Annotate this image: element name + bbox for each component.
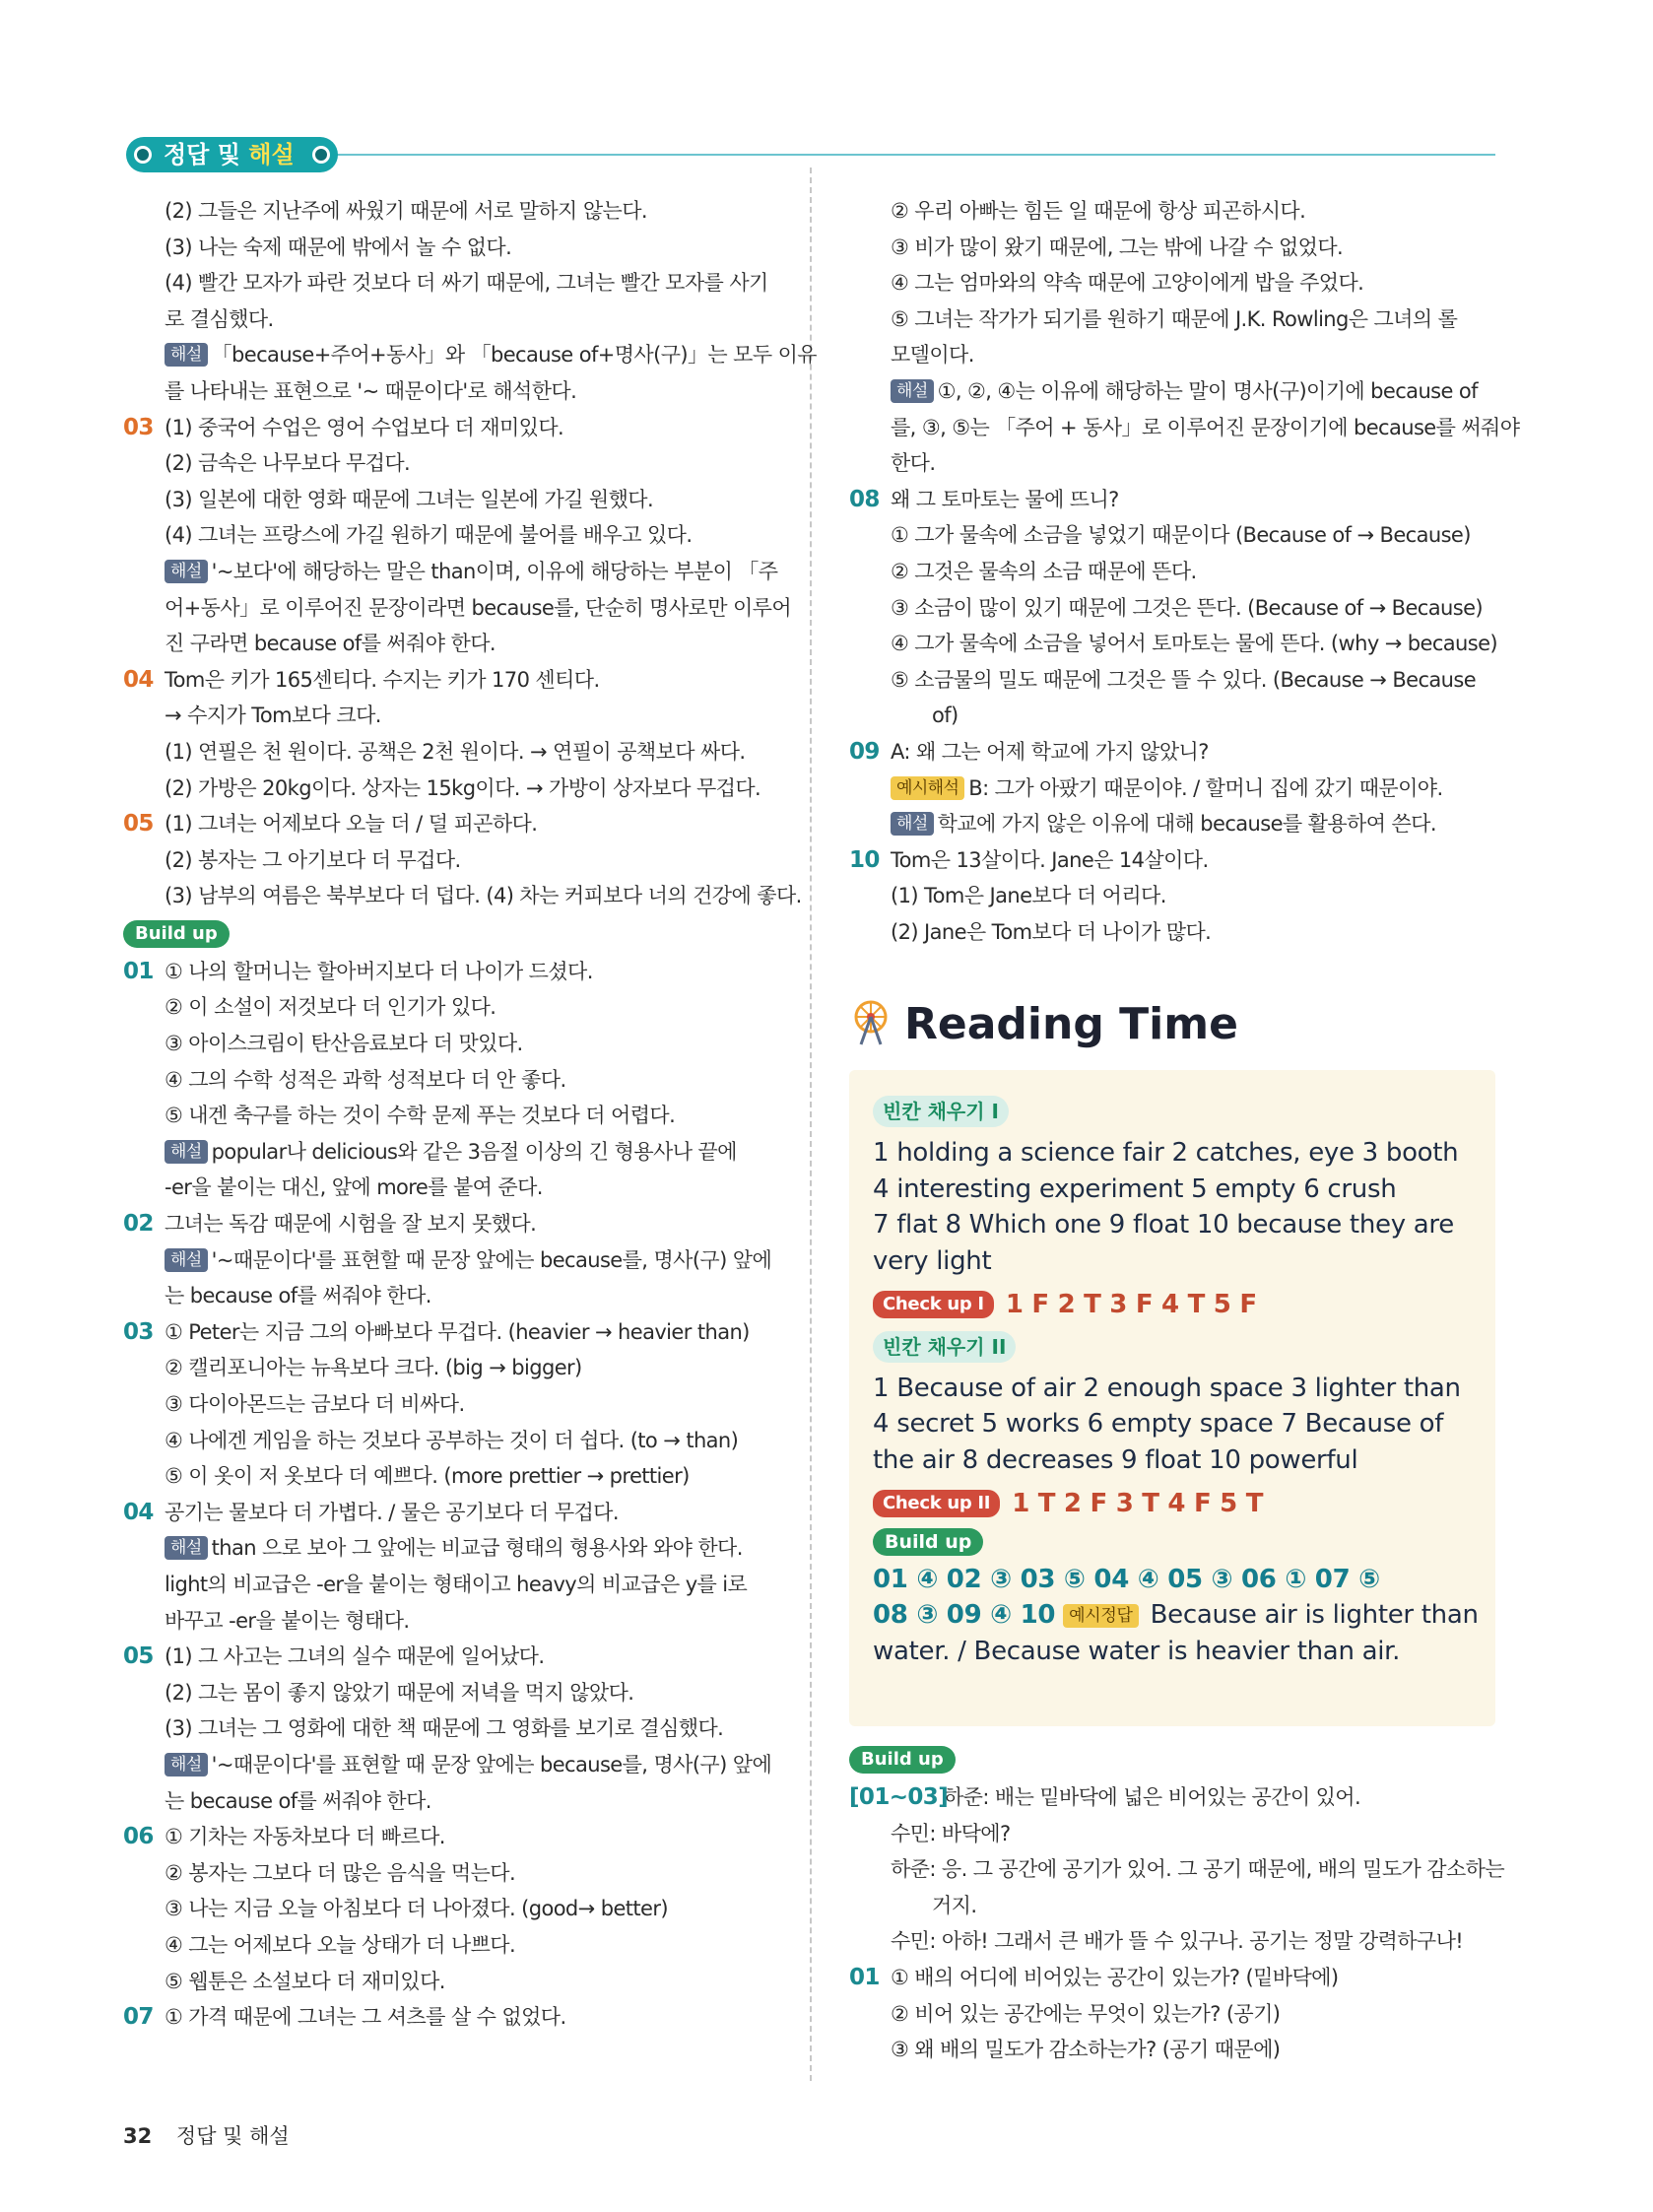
answer-text: ④ 나에겐 게임을 하는 것보다 공부하는 것이 더 쉽다. (to → than) bbox=[165, 1428, 739, 1452]
build-up-row-3: water. / Because water is heavier than air. bbox=[873, 1636, 1401, 1666]
answer-text: 진 구라면 because of를 써줘야 한다. bbox=[165, 632, 496, 656]
answer-text: popular나 delicious와 같은 3음절 이상의 긴 형용사나 끝에 bbox=[211, 1139, 737, 1164]
answer-text: (3) 그녀는 그 영화에 대한 책 때문에 그 영화를 보기로 결심했다. bbox=[165, 1716, 724, 1741]
answer-line bbox=[123, 1314, 773, 1351]
answer-row: 4 interesting experiment 5 empty 6 crush bbox=[873, 1173, 1397, 1204]
reading-time-title: Reading Time bbox=[904, 999, 1238, 1049]
build-up-label: Build up bbox=[873, 1528, 983, 1556]
answer-line bbox=[123, 1891, 773, 1927]
answer-text: 한다. bbox=[891, 451, 936, 476]
answer-line bbox=[123, 1747, 773, 1783]
ferris-wheel-icon bbox=[849, 997, 893, 1048]
answer-line bbox=[123, 1206, 773, 1242]
right-column bbox=[849, 193, 1520, 950]
answer-line bbox=[123, 1964, 773, 2000]
answer-text: 그녀는 독감 때문에 시험을 잘 보지 못했다. bbox=[165, 1212, 537, 1237]
question-number: 02 bbox=[123, 1211, 154, 1238]
answer-text: ① 그가 물속에 소금을 넣었기 때문이다 (Because of → Because) bbox=[891, 523, 1471, 548]
explanation-tag: 해설 bbox=[165, 343, 208, 367]
answer-text: ③ 아이스크림이 탄산음료보다 더 맛있다. bbox=[165, 1032, 523, 1056]
answer-line bbox=[849, 590, 1499, 627]
answer-line bbox=[123, 1567, 773, 1603]
answer-line bbox=[849, 230, 1499, 266]
answer-text: 를, ③, ⑤는 「주어 + 동사」로 이루어진 문장이기에 because를 써줘야 bbox=[891, 415, 1520, 439]
answer-text: '~때문이다'를 표현할 때 문장 앞에는 because를, 명사(구) 앞에 bbox=[211, 1752, 772, 1776]
answer-text: than 으로 보아 그 앞에는 비교급 형태의 형용사와 와야 한다. bbox=[211, 1536, 743, 1561]
answer-text: (2) 봉자는 그 아기보다 더 무겁다. bbox=[165, 847, 461, 872]
answer-line bbox=[123, 1927, 773, 1964]
right-column-lower bbox=[849, 1740, 1505, 2068]
answer-line bbox=[123, 1458, 773, 1495]
answer-line bbox=[123, 1134, 773, 1171]
answer-line bbox=[849, 842, 1499, 879]
build-up-row-1: 01 ④ 02 ③ 03 ⑤ 04 ④ 05 ③ 06 ① 07 ⑤ bbox=[873, 1564, 1380, 1594]
answer-line bbox=[123, 878, 802, 914]
answer-text: 거지. bbox=[932, 1893, 977, 1917]
question-number: 09 bbox=[849, 738, 880, 765]
answer-line bbox=[123, 1855, 773, 1892]
blank-fill-1-answers bbox=[873, 1135, 1472, 1279]
answer-line bbox=[849, 1888, 1499, 1924]
answer-row: 4 secret 5 works 6 empty space 7 Because of bbox=[873, 1409, 1444, 1439]
answer-line bbox=[123, 302, 773, 338]
explanation-tag: 해설 bbox=[165, 1140, 208, 1164]
answer-line bbox=[849, 1923, 1499, 1960]
explanation-tag: 해설 bbox=[891, 812, 934, 836]
answer-text: → 수지가 Tom보다 크다. bbox=[165, 704, 381, 728]
answer-line bbox=[123, 337, 817, 373]
answer-line bbox=[849, 806, 1499, 842]
answer-line bbox=[123, 373, 773, 410]
explanation-tag: 해설 bbox=[165, 1248, 208, 1272]
answer-line bbox=[123, 1423, 773, 1459]
answer-line bbox=[849, 1816, 1499, 1852]
answer-text: 하준: 응. 그 공간에 공기가 있어. 그 공기 때문에, 배의 밀도가 감소하는 bbox=[891, 1857, 1505, 1882]
check-up-2-answers: 1 T 2 F 3 T 4 F 5 T bbox=[1012, 1489, 1264, 1518]
answer-text: ⑤ 그녀는 작가가 되기를 원하기 때문에 J.K. Rowling은 그녀의 롤 bbox=[891, 306, 1458, 331]
answer-line bbox=[849, 626, 1499, 662]
explanation-tag: 해설 bbox=[165, 560, 208, 583]
answer-text: of) bbox=[932, 704, 959, 728]
question-number: 08 bbox=[849, 486, 880, 512]
answer-line bbox=[123, 989, 773, 1026]
answer-text: ② 캘리포니아는 뉴욕보다 크다. (big → bigger) bbox=[165, 1356, 582, 1380]
answer-line bbox=[123, 1675, 773, 1711]
answer-text: 는 because of를 써줘야 한다. bbox=[165, 1788, 431, 1813]
question-number: 05 bbox=[123, 811, 154, 838]
answer-text: (1) 그 사고는 그녀의 실수 때문에 일어났다. bbox=[165, 1644, 545, 1669]
build-up-row-2-text: Because air is lighter than bbox=[1150, 1600, 1479, 1630]
answer-text: ④ 그가 물속에 소금을 넣어서 토마토는 물에 뜬다. (why → because) bbox=[891, 632, 1498, 656]
badge-dot-left bbox=[134, 146, 152, 164]
answer-text: ③ 나는 지금 오늘 아침보다 더 나아졌다. (good→ better) bbox=[165, 1897, 669, 1921]
answer-line bbox=[123, 954, 773, 990]
question-number: 04 bbox=[123, 666, 154, 693]
build-up-row-2-prefix: 08 ③ 09 ④ 10 bbox=[873, 1600, 1056, 1630]
answer-text: ① 배의 어디에 비어있는 공간이 있는가? (밑바닥에) bbox=[891, 1965, 1339, 1989]
answer-line bbox=[123, 1062, 773, 1099]
answer-text: (1) 중국어 수업은 영어 수업보다 더 재미있다. bbox=[165, 415, 564, 439]
answer-line bbox=[123, 482, 773, 518]
answer-line bbox=[123, 410, 773, 446]
answer-line bbox=[849, 302, 1499, 338]
badge-text-mid: 및 bbox=[209, 141, 249, 168]
answer-text: A: 왜 그는 어제 학교에 가지 않았니? bbox=[891, 739, 1209, 764]
explanation-tag: 해설 bbox=[165, 1536, 208, 1560]
question-number: 07 bbox=[123, 2004, 154, 2031]
answer-line bbox=[123, 698, 773, 734]
answer-text: ④ 그는 어제보다 오늘 상태가 더 나쁘다. bbox=[165, 1932, 516, 1957]
answer-line bbox=[849, 878, 1499, 914]
page-footer bbox=[123, 2120, 290, 2150]
example-answer-tag: 예시정답 bbox=[1063, 1604, 1139, 1628]
answer-row: 7 flat 8 Which one 9 float 10 because they are bbox=[873, 1210, 1454, 1240]
answer-line bbox=[849, 662, 1499, 699]
answer-text: ⑤ 내겐 축구를 하는 것이 수학 문제 푸는 것보다 더 어렵다. bbox=[165, 1104, 676, 1128]
answer-text: ①, ②, ④는 이유에 해당하는 말이 명사(구)이기에 because of bbox=[937, 378, 1478, 403]
answer-text: ② 비어 있는 공간에는 무엇이 있는가? (공기) bbox=[891, 2001, 1281, 2026]
question-number: 06 bbox=[123, 1824, 154, 1850]
answer-line bbox=[849, 445, 1499, 482]
answer-text: ⑤ 웹툰은 소설보다 더 재미있다. bbox=[165, 1969, 445, 1993]
answer-text: (2) 가방은 20kg이다. 상자는 15kg이다. → 가방이 상자보다 무겁다. bbox=[165, 775, 761, 800]
explanation-tag: 해설 bbox=[165, 1753, 208, 1776]
answer-text: Tom은 키가 165센티다. 수지는 키가 170 센티다. bbox=[165, 667, 600, 692]
answer-line bbox=[123, 842, 773, 879]
header-rule bbox=[148, 154, 1495, 156]
answer-line bbox=[849, 771, 1499, 807]
answer-text: ③ 소금이 많이 있기 때문에 그것은 뜬다. (Because of → Because) bbox=[891, 595, 1483, 620]
answer-line bbox=[123, 1710, 773, 1747]
answer-line bbox=[123, 1999, 773, 2036]
answer-line bbox=[123, 1350, 773, 1386]
question-number: 03 bbox=[123, 414, 154, 440]
answer-line bbox=[849, 1779, 1499, 1816]
answer-text: ③ 다이아몬드는 금보다 더 비싸다. bbox=[165, 1392, 465, 1416]
answer-text: ⑤ 이 옷이 저 옷보다 더 예쁘다. (more prettier → prettier) bbox=[165, 1464, 690, 1489]
answer-text: (2) 그는 몸이 좋지 않았기 때문에 저녁을 먹지 않았다. bbox=[165, 1680, 634, 1705]
answer-text: (2) 그들은 지난주에 싸웠기 때문에 서로 말하지 않는다. bbox=[165, 199, 647, 223]
answer-text: ① 나의 할머니는 할아버지보다 더 나이가 드셨다. bbox=[165, 959, 593, 983]
answer-line bbox=[123, 626, 773, 662]
answer-text: 하준: 배는 밑바닥에 넓은 비어있는 공간이 있어. bbox=[944, 1785, 1361, 1809]
answer-line bbox=[849, 265, 1499, 302]
answer-text: ② 이 소설이 저것보다 더 인기가 있다. bbox=[165, 995, 496, 1020]
answer-text: (4) 그녀는 프랑스에 가길 원하기 때문에 불어를 배우고 있다. bbox=[165, 523, 693, 548]
question-number: 01 bbox=[123, 958, 154, 984]
answer-row: 1 Because of air 2 enough space 3 lighter than bbox=[873, 1373, 1461, 1403]
answer-text: '~때문이다'를 표현할 때 문장 앞에는 because를, 명사(구) 앞에 bbox=[211, 1247, 772, 1272]
blank-fill-2-label: 빈칸 채우기 II bbox=[873, 1331, 1016, 1363]
answer-text: ③ 왜 배의 밀도가 감소하는가? (공기 때문에) bbox=[891, 2038, 1281, 2062]
answer-line bbox=[123, 1278, 773, 1314]
answer-text: Tom은 13살이다. Jane은 14살이다. bbox=[891, 847, 1209, 872]
answer-text: ① Peter는 지금 그의 아빠보다 무겁다. (heavier → heavier than) bbox=[165, 1319, 750, 1344]
question-number: 01 bbox=[849, 1964, 880, 1990]
answer-line bbox=[123, 230, 773, 266]
answer-line bbox=[849, 914, 1499, 951]
answer-text: ① 가격 때문에 그녀는 그 셔츠를 살 수 없었다. bbox=[165, 2005, 566, 2030]
answer-text: (3) 나는 숙제 때문에 밖에서 놀 수 없다. bbox=[165, 235, 512, 259]
answer-line bbox=[123, 806, 773, 842]
answer-text: ④ 그의 수학 성적은 과학 성적보다 더 안 좋다. bbox=[165, 1067, 566, 1092]
answer-text: ② 그것은 물속의 소금 때문에 뜬다. bbox=[891, 559, 1197, 583]
answer-line bbox=[123, 1819, 773, 1855]
question-number: 04 bbox=[123, 1499, 154, 1525]
section-badge bbox=[126, 137, 338, 172]
answer-line bbox=[849, 193, 1499, 230]
answer-line bbox=[123, 265, 773, 302]
badge-text-1: 정답 bbox=[164, 141, 210, 168]
build-up-row-2 bbox=[873, 1597, 1479, 1634]
answer-line bbox=[123, 590, 792, 627]
answer-text: light의 비교급은 -er을 붙이는 형태이고 heavy의 비교급은 y를 i로 bbox=[165, 1572, 748, 1596]
answer-line bbox=[123, 1783, 773, 1820]
check-up-1-answers: 1 F 2 T 3 F 4 T 5 F bbox=[1005, 1290, 1257, 1319]
answer-text: ③ 비가 많이 왔기 때문에, 그는 밖에 나갈 수 없었다. bbox=[891, 235, 1344, 259]
answer-text: 모델이다. bbox=[891, 343, 974, 368]
question-number: 05 bbox=[123, 1643, 154, 1670]
check-up-2-row bbox=[873, 1486, 1472, 1522]
answer-line bbox=[849, 2032, 1499, 2068]
explanation-tag: 해설 bbox=[891, 379, 934, 403]
answer-line bbox=[849, 734, 1499, 771]
answer-line bbox=[849, 410, 1520, 446]
answer-text: (1) 그녀는 어제보다 오늘 더 / 덜 피곤하다. bbox=[165, 812, 538, 837]
blank-fill-1-label: 빈칸 채우기 I bbox=[873, 1096, 1009, 1127]
answer-row: very light bbox=[873, 1245, 992, 1276]
answer-row: 1 holding a science fair 2 catches, eye 3 booth bbox=[873, 1138, 1459, 1168]
answer-line bbox=[849, 482, 1499, 518]
answer-line bbox=[849, 1851, 1505, 1888]
answer-line bbox=[123, 1495, 773, 1531]
answer-line bbox=[123, 1098, 773, 1134]
answer-line bbox=[849, 554, 1499, 590]
answer-line bbox=[123, 1026, 773, 1062]
badge-text-2: 해설 bbox=[248, 141, 295, 168]
answer-text: -er을 붙이는 대신, 앞에 more를 붙여 준다. bbox=[165, 1175, 543, 1200]
answer-text: 수민: 바닥에? bbox=[891, 1821, 1011, 1845]
answer-line bbox=[123, 771, 773, 807]
answer-text: 공기는 물보다 더 가볍다. / 물은 공기보다 더 무겁다. bbox=[165, 1500, 619, 1524]
answer-text: (4) 빨간 모자가 파란 것보다 더 싸기 때문에, 그녀는 빨간 모자를 사기 bbox=[165, 271, 768, 296]
answer-text: 바꾸고 -er을 붙이는 형태다. bbox=[165, 1608, 410, 1633]
answer-text: (2) Jane은 Tom보다 더 나이가 많다. bbox=[891, 919, 1212, 944]
answer-text: ④ 그는 엄마와의 약속 때문에 고양이에게 밥을 주었다. bbox=[891, 271, 1364, 296]
answer-text: ⑤ 소금물의 밀도 때문에 그것은 뜰 수 있다. (Because → Because bbox=[891, 667, 1477, 692]
answer-text: (2) 금속은 나무보다 무겁다. bbox=[165, 451, 411, 476]
answer-text: ① 기차는 자동차보다 더 빠르다. bbox=[165, 1825, 445, 1849]
answer-line bbox=[123, 1639, 773, 1675]
answer-line bbox=[123, 554, 778, 590]
answer-line bbox=[123, 1170, 773, 1206]
reading-time-box bbox=[849, 1070, 1495, 1726]
answer-line bbox=[849, 698, 1499, 734]
answer-line bbox=[849, 337, 1499, 373]
page-number: 32 bbox=[123, 2124, 153, 2148]
question-number: [01~03] bbox=[849, 1784, 949, 1810]
answer-text: 를 나타내는 표현으로 '~ 때문이다'로 해석한다. bbox=[165, 378, 577, 403]
blank-fill-2-answers bbox=[873, 1371, 1472, 1479]
answer-text: ② 우리 아빠는 힘든 일 때문에 항상 피곤하시다. bbox=[891, 199, 1306, 223]
build-up-label: Build up bbox=[849, 1746, 956, 1774]
answer-line bbox=[123, 193, 773, 230]
answer-line bbox=[123, 517, 773, 554]
answer-text: (3) 남부의 여름은 북부보다 더 덥다. (4) 차는 커피보다 너의 건강에 좋다. bbox=[165, 884, 802, 908]
question-number: 03 bbox=[123, 1318, 154, 1345]
answer-text: (1) 연필은 천 원이다. 공책은 2천 원이다. → 연필이 공책보다 싸다. bbox=[165, 739, 746, 764]
check-up-1-row bbox=[873, 1287, 1472, 1323]
left-column bbox=[123, 193, 817, 2036]
answer-text: 왜 그 토마토는 물에 뜨니? bbox=[891, 487, 1119, 511]
answer-line bbox=[123, 1530, 773, 1567]
answer-row: the air 8 decreases 9 float 10 powerful bbox=[873, 1444, 1358, 1475]
badge-dot-right bbox=[312, 146, 330, 164]
answer-line bbox=[849, 1996, 1499, 2033]
answer-line bbox=[123, 1603, 773, 1640]
answer-line bbox=[123, 1242, 773, 1279]
answer-text: 어+동사」로 이루어진 문장이라면 because를, 단순히 명사로만 이루어 bbox=[165, 595, 792, 620]
footer-label: 정답 및 해설 bbox=[175, 2124, 290, 2148]
answer-text: 학교에 가지 않은 이유에 대해 because를 활용하여 쓴다. bbox=[937, 812, 1436, 837]
answer-text: '~보다'에 해당하는 말은 than이며, 이유에 해당하는 부분이 「주 bbox=[211, 559, 778, 583]
build-up-label: Build up bbox=[123, 920, 230, 948]
explanation-tag: 예시해석 bbox=[891, 776, 964, 800]
answer-text: (1) Tom은 Jane보다 더 어리다. bbox=[891, 884, 1166, 908]
answer-text: (3) 일본에 대한 영화 때문에 그녀는 일본에 가길 원했다. bbox=[165, 487, 654, 511]
answer-text: B: 그가 아팠기 때문이야. / 할머니 집에 갔기 때문이야. bbox=[968, 775, 1443, 800]
answer-text: 로 결심했다. bbox=[165, 306, 274, 331]
answer-text: 「because+주어+동사」와 「because of+명사(구)」는 모두 이유 bbox=[211, 343, 817, 368]
question-number: 10 bbox=[849, 846, 880, 873]
answer-line bbox=[123, 662, 773, 699]
answer-line bbox=[123, 734, 773, 771]
check-up-2-label: Check up II bbox=[873, 1490, 1000, 1517]
answer-line bbox=[849, 373, 1499, 410]
check-up-1-label: Check up I bbox=[873, 1291, 994, 1318]
answer-line bbox=[849, 517, 1499, 554]
answer-line bbox=[123, 1386, 773, 1423]
column-divider bbox=[810, 168, 812, 2081]
answer-line bbox=[123, 445, 773, 482]
answer-text: ② 봉자는 그보다 더 많은 음식을 먹는다. bbox=[165, 1860, 516, 1885]
answer-line bbox=[849, 1960, 1499, 1996]
answer-text: 수민: 아하! 그래서 큰 배가 뜰 수 있구나. 공기는 정말 강력하구나! bbox=[891, 1929, 1464, 1954]
answer-text: 는 because of를 써줘야 한다. bbox=[165, 1284, 431, 1308]
